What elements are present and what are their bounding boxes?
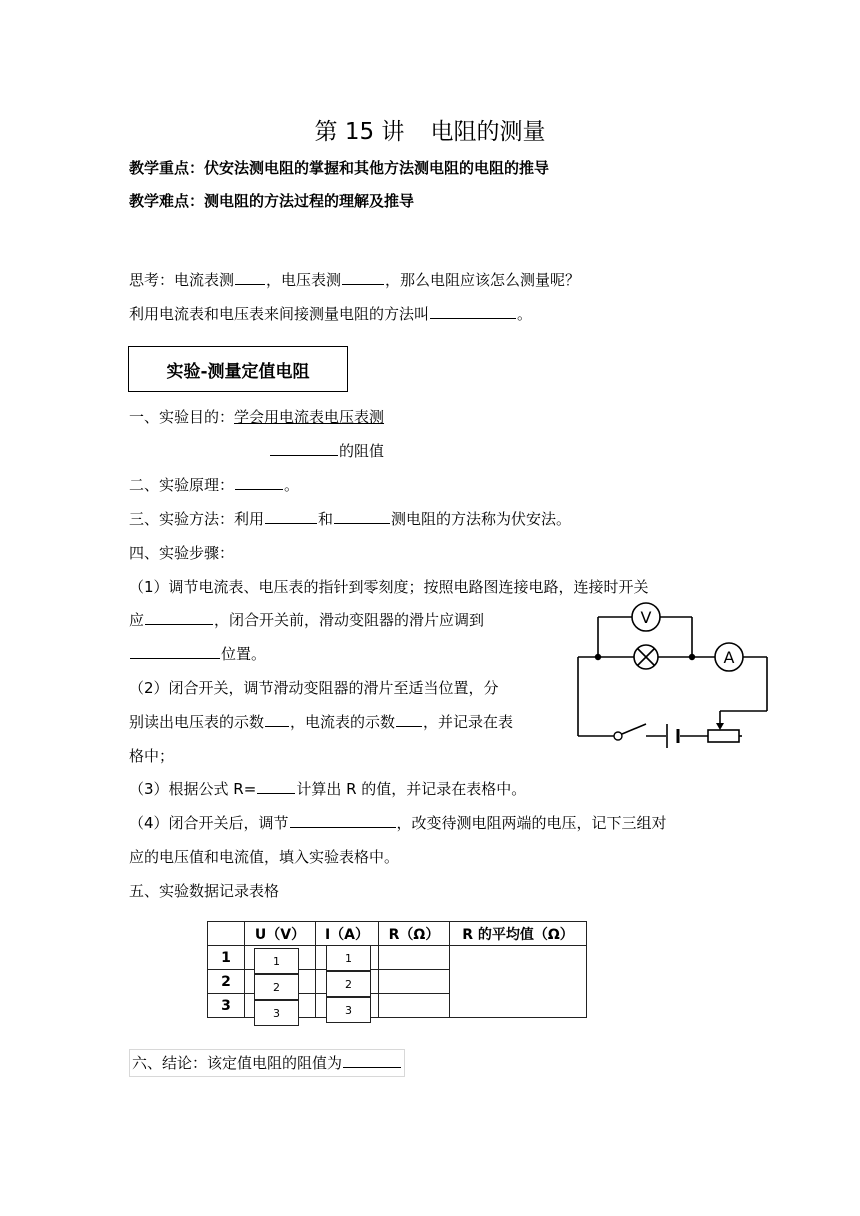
table-heading: 五、实验数据记录表格 [129,882,280,900]
i-value-box: 1 [326,945,371,971]
switch-contact [614,732,622,740]
table-header-cell: I（A） [316,922,379,946]
step1-line2: 应 ，闭合开关前，滑动变阻器的滑片应调到 [129,611,485,629]
blank [290,813,396,828]
blank [235,475,283,490]
average-cell [450,946,587,1018]
slider-arrow [716,723,724,730]
experiment-method: 三、实验方法：利用 和 测电阻的方法称为伏安法。 [129,510,572,528]
blank [396,712,422,727]
step4-line1: （4）闭合开关后，调节 ，改变待测电阻两端的电压，记下三组对 [129,814,667,832]
blank [270,441,338,456]
i-value-box: 3 [326,997,371,1023]
experiment-principle: 二、实验原理： 。 [129,476,300,494]
circuit-diagram [570,596,775,748]
u-value-box: 1 [254,948,299,974]
table-header-cell [208,922,245,946]
page-title [0,113,860,146]
experiment-title-box: 实验-测量定值电阻 [128,346,348,392]
blank [342,270,384,285]
blank [235,270,265,285]
step2-line3: 格中； [129,747,175,765]
table-header-row [208,922,587,946]
lecture-topic: 电阻的测量 [430,119,546,145]
lecture-number: 第 15 讲 [314,119,405,145]
table-header-cell: R（Ω） [379,922,450,946]
voltmeter-label: V [640,608,652,627]
row-number: 1 [208,946,245,970]
row-number: 2 [208,970,245,994]
u-value-box: 2 [254,974,299,1000]
blank [430,304,516,319]
row-number: 3 [208,994,245,1018]
teaching-focus: 教学重点：伏安法测电阻的掌握和其他方法测电阻的电阻的推导 [129,159,550,177]
step1-line3: 位置。 [129,643,266,664]
step3: （3）根据公式 R= 计算出 R 的值，并记录在表格中。 [129,780,527,798]
junction-dot [595,654,601,660]
blank [343,1053,401,1068]
teaching-difficulty: 教学难点：测电阻的方法过程的理解及推导 [129,192,415,210]
step1-line1: （1）调节电流表、电压表的指针到零刻度；按照电路图连接电路，连接时开关 [129,578,649,596]
blank [145,610,213,625]
indirect-method-line: 利用电流表和电压表来间接测量电阻的方法叫 。 [129,305,533,323]
u-value-box: 3 [254,1000,299,1026]
think-question: 思考：电流表测 ，电压表测 ，那么电阻应该怎么测量呢？ [129,271,581,289]
step2-line1: （2）闭合开关，调节滑动变阻器的滑片至适当位置，分 [129,679,499,697]
table-header-cell: U（V） [245,922,316,946]
i-value-box: 2 [326,971,371,997]
conclusion: 六、结论：该定值电阻的阻值为 [129,1049,405,1077]
blank [130,644,220,659]
blank [265,712,289,727]
experiment-purpose: 一、实验目的：学会用电流表电压表测 [129,408,385,426]
junction-dot [689,654,695,660]
step2-line2: 别读出电压表的示数 ，电流表的示数 ，并记录在表 [129,713,514,731]
ammeter-label: A [723,648,735,667]
table-header-cell: R 的平均值（Ω） [450,922,587,946]
blank [265,509,317,524]
blank [334,509,390,524]
steps-heading: 四、实验步骤： [129,544,235,562]
experiment-purpose-2: 的阻值 [269,440,384,461]
blank [257,779,295,794]
step4-line2: 应的电压值和电流值，填入实验表格中。 [129,848,400,866]
